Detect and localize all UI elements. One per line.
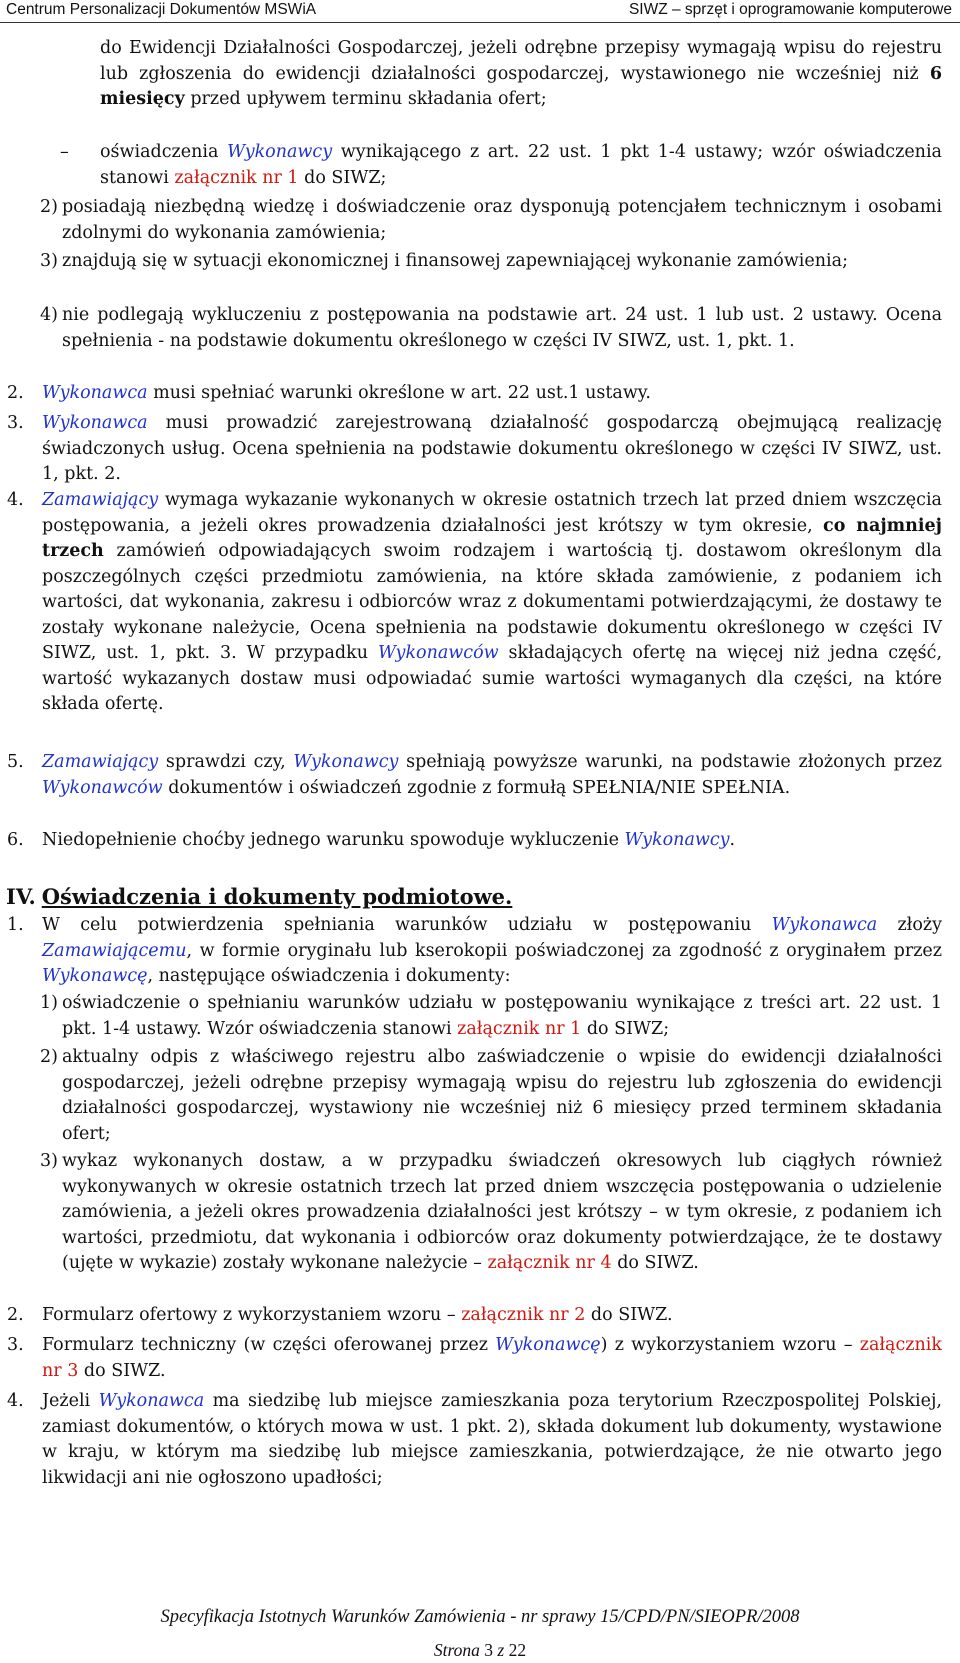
section-heading: [6, 884, 512, 910]
list-number: 1): [40, 993, 58, 1013]
list-item: Zamawiający sprawdzi czy, Wykonawcy spełniają powyższe warunki, na podstawie złożonych przez Wykonawców dokumentów i oświadczeń zgodnie z formułą SPEŁNIA/NIE SPEŁNIA.: [42, 752, 942, 798]
section-title: Oświadczenia i dokumenty podmiotowe.: [41, 884, 513, 909]
footer-page-number: Strona 3 z 22: [433, 1640, 527, 1660]
list-item: Jeżeli Wykonawca ma siedzibę lub miejsce zamieszkania poza terytorium Rzeczpospolitej Polskiej, zamiast dokumentów, o których mowa w ust. 1 pkt. 2), składa dokument lub dokumenty, wystawione w kraju, w którym ma siedzibę lub miejsce zamieszkania, potwierdzające, że nie otwarto jego likwidacji ani nie ogłoszono upadłości;: [42, 1391, 942, 1488]
list-item: Formularz ofertowy z wykorzystaniem wzoru – załącznik nr 2 do SIWZ.: [42, 1305, 673, 1325]
footer-title: Specyfikacja Istotnych Warunków Zamówienia - nr sprawy 15/CPD/PN/SIEOPR/2008: [160, 1607, 800, 1627]
section-roman: IV.: [6, 884, 36, 909]
list-number: 3): [40, 1151, 58, 1171]
list-item: znajdują się w sytuacji ekonomicznej i finansowej zapewniającej wykonanie zamówienia;: [62, 251, 848, 271]
list-number: 4): [40, 305, 58, 325]
list-item: Wykonawca musi prowadzić zarejestrowaną działalność gospodarczą obejmującą realizację świadczonych usług. Ocena spełnienia na podstawie dokumentu określonego w części IV SIWZ, ust. 1, pkt. 2.: [42, 413, 942, 484]
list-number: 4.: [7, 1391, 24, 1411]
list-item: Formularz techniczny (w części oferowanej przez Wykonawcę) z wykorzystaniem wzoru – załącznik nr 3 do SIWZ.: [42, 1335, 942, 1381]
page-header: [0, 0, 960, 23]
list-item: posiadają niezbędną wiedzę i doświadczenie oraz dysponują potencjałem technicznym i osobami zdolnymi do wykonania zamówienia;: [62, 197, 942, 243]
list-number: 3.: [7, 413, 24, 433]
paragraph-continuation: do Ewidencji Działalności Gospodarczej, jeżeli odrębne przepisy wymagają wpisu do rejestru lub zgłoszenia do ewidencji działalności gospodarczej, wystawionego nie wcześniej niż 6 miesięcy przed upływem terminu składania ofert;: [100, 38, 942, 109]
list-number: 3.: [7, 1335, 24, 1355]
list-item: wykaz wykonanych dostaw, a w przypadku świadczeń okresowych lub ciągłych również wykonywanych w okresie ostatnich trzech lat przed dniem wszczęcia postępowania o udzielenie zamówienia, a jeżeli okres prowadzenia działalności jest krótszy – w tym okresie, z podaniem ich wartości, przedmiotu, dat wykonania i odbiorców oraz dokumenty potwierdzające, że te dostawy (ujęte w wykazie) zostały wykonane należycie – załącznik nr 4 do SIWZ.: [62, 1151, 942, 1273]
list-item: nie podlegają wykluczeniu z postępowania na podstawie art. 24 ust. 1 lub ust. 2 ustawy. Ocena spełnienia - na podstawie dokumentu określonego w części IV SIWZ, ust. 1, pkt. 1.: [62, 305, 942, 351]
list-number: 2): [40, 197, 58, 217]
list-number: 1.: [7, 915, 24, 935]
list-number: 6.: [7, 830, 24, 850]
list-item: oświadczenie o spełnianiu warunków udziału w postępowaniu wynikające z treści art. 22 ust. 1 pkt. 1-4 ustawy. Wzór oświadczenia stanowi załącznik nr 1 do SIWZ;: [62, 993, 942, 1039]
dash-bullet: –: [60, 142, 69, 162]
list-number: 4.: [7, 490, 24, 510]
header-left: Centrum Personalizacji Dokumentów MSWiA: [6, 1, 317, 18]
list-number: 2.: [7, 1305, 24, 1325]
list-number: 3): [40, 251, 58, 271]
list-item: Zamawiający wymaga wykazanie wykonanych w okresie ostatnich trzech lat przed dniem wszczęcia postępowania, a jeżeli okres prowadzenia działalności jest krótszy w tym okresie, co najmniej trzech zamówień odpowiadających swoim rodzajem i wartością tj. dostawom określonym dla poszczególnych części przedmiotu zamówienia, na które składa zamówienie, z podaniem ich wartości, dat wykonania, zakresu i odbiorców wraz z dokumentami potwierdzającymi, że dostawy te zostały wykonane należycie, Ocena spełnienia na podstawie dokumentu określonego w części IV SIWZ, ust. 1, pkt. 3. W przypadku Wykonawców składających ofertę na więcej niż jedna część, wartość wykazanych dostaw musi odpowiadać sumie wartości wymaganych dla części, na które składa ofertę.: [42, 490, 943, 714]
header-right: SIWZ – sprzęt i oprogramowanie komputerowe: [628, 1, 952, 18]
dash-item: oświadczenia Wykonawcy wynikającego z art. 22 ust. 1 pkt 1-4 ustawy; wzór oświadczenia stanowi załącznik nr 1 do SIWZ;: [100, 142, 942, 188]
list-number: 2): [40, 1047, 58, 1067]
list-item: W celu potwierdzenia spełniania warunków udziału w postępowaniu Wykonawca złoży Zamawiającemu, w formie oryginału lub kserokopii poświadczonej za zgodność z oryginałem przez Wykonawcę, następujące oświadczenia i dokumenty:: [42, 915, 942, 986]
list-item: Wykonawca musi spełniać warunki określone w art. 22 ust.1 ustawy.: [42, 383, 651, 403]
list-item: aktualny odpis z właściwego rejestru albo zaświadczenie o wpisie do ewidencji działalności gospodarczej, jeżeli odrębne przepisy wymagają wpisu do rejestru lub zgłoszenia do ewidencji działalności gospodarczej, wystawiony nie wcześniej niż 6 miesięcy przed terminem składania ofert;: [62, 1047, 942, 1144]
list-number: 2.: [7, 383, 24, 403]
list-item: Niedopełnienie choćby jednego warunku spowoduje wykluczenie Wykonawcy.: [42, 830, 736, 850]
list-number: 5.: [7, 752, 24, 772]
